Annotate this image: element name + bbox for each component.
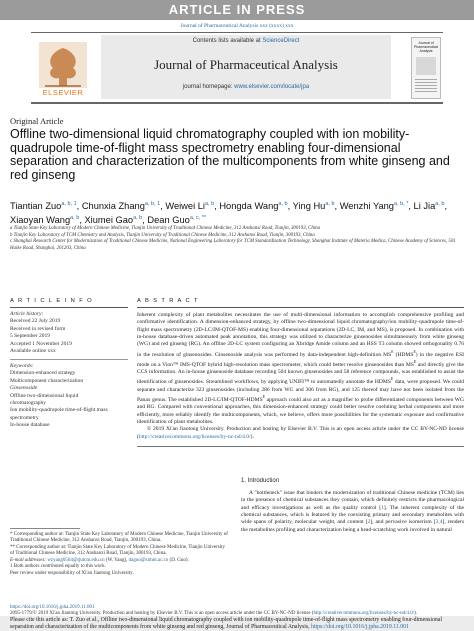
journal-cover-thumbnail[interactable] [411, 37, 441, 99]
journal-title: Journal of Pharmaceutical Analysis [154, 57, 338, 72]
issn-text: 2095-1779/© 2019 Xi'an Jiaotong University. Production and hosting by Elsevier B.V. This is an open access article under the CC BY-NC-ND license ( [10, 611, 314, 617]
journal-reference-link[interactable]: Journal of Pharmaceutical Analysis xxx (xxxx) xxx [180, 23, 294, 29]
abstract-text: and directly give the CCS information. An in-house ginsenoside database recording 504 known ginsenosides and 58 reference compounds, was established to assist the identification of ginsenosides. Streamlined workflows, by applying UNIFI™ to automatedly annotate the HDMS [137, 361, 465, 386]
introduction-section [241, 478, 464, 534]
homepage-prefix: journal homepage: [182, 84, 235, 90]
author-affiliation-marker: a, b, 1 [144, 201, 161, 207]
affiliation-b: b Tianjin Key Laboratory of TCM Chemistry and Analysis, Tianjin University of Traditional Chinese Medicine, 312 Anshanxi Road, Tianjin, 300193, China [10, 232, 315, 238]
author-name-text: Tiantian Zuo [10, 201, 62, 212]
abstract-copyright [137, 426, 464, 441]
author-affiliation-marker: a, b [70, 215, 80, 222]
doi-link[interactable]: https://doi.org/10.1016/j.jpha.2019.11.001 [10, 605, 95, 610]
abstract-text: approach could also act as a magnifier to probe differentiated components between WG and RG. Compared with conventional approaches, this dimension-enhanced strategy could better resolve coeluting herbal components and more efficiently, more reliably identify the multicomponents, which, we believe, offers more possibilities for the systematic exposure and confirmative identification of plant metabolites. [137, 396, 464, 425]
article-title: Offline two-dimensional liquid chromatography coupled with ion mobility-quadrupole time-of-flight mass spectrometry enabling four-dimensional separation and characterization of the multicomponents from white ginseng and red ginseng [10, 127, 450, 182]
cover-text-lines [415, 79, 437, 93]
superscript: E [391, 349, 394, 354]
abstract-text: data, were proposed. We could separate and characterize 323 ginsenosides (including 286 from WG and 306 from RG), and 125 thereof may have not been isolated from the Panax genus. The established 2D-LC/IM-QTOF-HDMS [137, 379, 464, 403]
author-name[interactable] [82, 201, 160, 211]
email-link[interactable]: wzyang0504@tjutcm.edu.cn [47, 557, 105, 563]
header-top-rule [31, 32, 443, 33]
history-label: Article history: [10, 311, 44, 317]
citation-link[interactable]: 1 [381, 504, 384, 511]
superscript: E [262, 394, 266, 399]
footnote-peer-review: Peer review under responsibility of Xi'an Jiaotong University. [10, 570, 134, 576]
introduction-body [241, 490, 464, 534]
email-owner: (W. Yang), [104, 557, 129, 563]
email-owner: (D. Guo). [168, 557, 189, 563]
keyword: Multicomponent characterization [10, 377, 84, 384]
online-date: Available online xxx [10, 348, 56, 355]
author-name-text: Li Jia [413, 201, 436, 212]
header-bottom-rule [31, 102, 443, 104]
author-name[interactable] [165, 201, 214, 211]
article-info-rule [10, 307, 128, 308]
author-name-text: Xiumei Gao [84, 215, 134, 226]
footnote-corresponding-1: * Corresponding author at: Tianjin State Key Laboratory of Modern Chinese Medicine, Tianjin University of Traditional Chinese Medicine, 312 Anshanxi Road, Tianjin, 300193, China. [10, 531, 228, 543]
keywords [10, 363, 128, 430]
article-info-heading: A R T I C L E I N F O [10, 298, 94, 304]
keyword: chromatography [10, 399, 47, 406]
revised-date: 5 September 2019 [10, 333, 51, 340]
author-name-text: Xiaoyan Wang [10, 215, 71, 226]
footnote-equal-contribution: 1 Both authors contributed equally to this work. [10, 564, 106, 569]
publisher-name: ELSEVIER [42, 88, 84, 97]
license-link[interactable]: http://creativecommons.org/licenses/by-nc-nd/4.0/ [313, 611, 415, 617]
footnotes [10, 528, 230, 577]
article-info-column [10, 298, 128, 430]
author-name-text: Weiwei Li [165, 201, 205, 212]
author-affiliation-marker: a, b [278, 201, 288, 207]
keywords-rule [10, 359, 128, 360]
email-label: E-mail addresses: [10, 557, 48, 563]
affiliation-c: c Shanghai Research Center for Modernization of Traditional Chinese Medicine, National Engineering Laboratory for TCM Standardization Technology, Shanghai Institute of Materia Medica, Chinese Academy of Sciences, 501 Haike Road, Shanghai, 201203, China [10, 239, 456, 251]
author-name-text: Wenzhi Yang [339, 201, 394, 212]
accepted-date: Accepted 1 November 2019 [10, 340, 72, 347]
author-list: Tiantian Zuo$^{a, b, 1}$, Chunxia Zhang$^{a, b, 1}$, Weiwei Li$^{a, b}$, Hongda Wang$^{a, b}$, Ying Hu$^{a, b}$, Wenzhi Yang$^{a, b, *}$, Li Jia$^{a, b}$, Xiaoyan Wang$^{a, b}$, Xiumei Gao$^{a, b}$, Dean Guo$^{a, c, **}$ [10, 201, 448, 226]
keyword: Ginsenoside [10, 385, 38, 392]
introduction-heading: 1. Introduction [241, 478, 280, 484]
author-name-text: Dean Guo [147, 215, 190, 226]
author-name[interactable] [219, 201, 287, 211]
abstract-body [137, 312, 464, 426]
email-link[interactable]: daguo@simm.ac.cn [128, 557, 169, 563]
keyword: Dimension-enhanced strategy [10, 370, 76, 377]
author-affiliation-marker: a, b [133, 215, 143, 222]
article-type: Original Article [10, 116, 64, 126]
cover-title: Journal of Pharmaceutical Analysis [413, 41, 439, 53]
author-name[interactable] [414, 201, 445, 211]
author-name-text: Chunxia Zhang [81, 201, 145, 212]
superscript: E [413, 349, 416, 354]
footnote-corresponding-2: ** Corresponding author at: Tianjin State Key Laboratory of Modern Chinese Medicine, Tianjin University of Traditional Chinese Medicine, 312 Anshanxi Road, Tianjin, 300193, China. [10, 544, 225, 556]
intro-text: ], renders the metabolites profiling and characterization being a head-scratching work involved in natural [241, 519, 464, 533]
intro-text: ]. The inherent complexity of the chemical substances, which is featured by the coexisting primary and secondary metabolites with wide spans of polarity, molecular weight, and content [ [241, 504, 465, 526]
contents-line [101, 38, 391, 44]
author-affiliation-marker: a, b [325, 201, 335, 207]
author-name[interactable] [10, 215, 79, 225]
abstract-column [137, 298, 464, 446]
abstract-text: (HDMS [393, 351, 414, 358]
author-name-text: Ying Hu [292, 201, 326, 212]
keyword: In-house database [10, 422, 50, 429]
contents-prefix: Contents lists available at [192, 38, 263, 44]
revised-label: Received in revised form [10, 325, 66, 332]
citation-link[interactable]: 3,4 [435, 519, 443, 526]
abstract-bottom-rule [137, 446, 464, 447]
citation-text: Please cite this article as: T. Zuo et al., Offline two-dimensional liquid chromatography coupled with ion mobility-quadrupole time-of-flight mass spectrometry enabling four-dimensional separation and characterization of the multicomponents from white ginseng and red ginseng, Journal of Pharmaceutical Analysis, [10, 617, 442, 630]
author-name-text: Hongda Wang [219, 201, 279, 212]
author-affiliation-marker: a, b [435, 201, 445, 207]
article-in-press-banner: ARTICLE IN PRESS [0, 0, 474, 20]
author-name[interactable] [10, 201, 77, 211]
homepage-line [101, 84, 391, 90]
intro-text: A "bottleneck" issue that hinders the modernization of traditional Chinese medicine (TCM) lies in the presence of chemical substances they contain, which definitely restricts the pharmacological and efficacy investigations as well as the quality control [ [241, 490, 464, 511]
author-name[interactable] [340, 201, 409, 211]
received-date: Received 22 July 2019 [10, 318, 61, 325]
keyword: Ion mobility-quadrupole time-of-flight mass [10, 407, 108, 414]
abstract-text: ) in the negative ESI mode on a Vion™ IMS-QTOF hybrid high-resolution mass spectrometer, which could better resolve ginsenosides than MS [137, 351, 464, 368]
keyword: Offline two-dimensional liquid [10, 392, 79, 399]
author-name[interactable] [147, 215, 206, 225]
copyright-end: ). [250, 433, 254, 440]
intro-text: ], and pervasive isomerism [ [370, 519, 436, 526]
homepage-link[interactable]: www.elsevier.com/locate/jpa [234, 84, 310, 90]
superscript: E [413, 359, 417, 364]
article-history [10, 311, 128, 355]
abstract-heading: A B S T R A C T [137, 298, 199, 304]
copyright-text: © 2019 Xi'an Jiaotong University. Production and hosting by Elsevier B.V. This is an open access article under the CC BY-NC-ND license ( [137, 426, 464, 440]
author-affiliation-marker: a, b [204, 201, 215, 207]
sciencedirect-link[interactable]: ScienceDirect [262, 38, 300, 44]
author-name[interactable] [84, 215, 142, 225]
citation-box [0, 616, 474, 631]
journal-header [31, 32, 443, 103]
cover-image [416, 57, 436, 75]
author-affiliation-marker: a, c, ** [189, 215, 207, 222]
keywords-label: Keywords: [10, 362, 34, 369]
citation-doi-link[interactable]: https://doi.org/10.1016/j.jpha.2019.11.001 [311, 624, 409, 630]
author-affiliation-marker: a, b, 1 [61, 201, 77, 207]
keyword: spectrometry [10, 414, 39, 421]
footnote-rule [10, 528, 80, 529]
author-name[interactable] [293, 201, 335, 211]
abstract-rule [137, 307, 464, 308]
superscript: E [390, 377, 394, 382]
author-affiliation-marker: a, b, * [393, 201, 409, 207]
citation-link[interactable]: 2 [367, 519, 371, 526]
license-link[interactable]: http://creativecommons.org/licenses/by-nc-nd/4.0/ [138, 433, 251, 440]
header-center-panel [101, 35, 391, 99]
affiliation-a: a Tianjin State Key Laboratory of Modern Chinese Medicine, Tianjin University of Traditional Chinese Medicine, 312 Anshanxi Road, Tianjin, 300193, China [10, 226, 321, 231]
issn-end: ). [414, 611, 418, 617]
affiliations [10, 226, 462, 252]
abstract-text: Inherent complexity of plant metabolites necessitates the use of multi-dimensional information to accomplish comprehensive profiling and confirmative identification. A dimension-enhanced strategy, by offline two-dimensional liquid chromatography/ion mobility-quadrupole time-of-flight mass spectrometry (2D-LC/IM-QTOF-MS) enabling four-dimensional separations (2D-LC, IM, and MS), is proposed. In combination with in-house database-driven automated peak annotation, this strategy was utilized to characterize ginsenosides simultaneously from white ginseng (WG) and red ginseng (RG). An offline 2D-LC system configuring an Xbridge Amide column and an HSS T3 column showed orthogonality 0.76 in the resolution of ginsenosides. Ginsenoside analysis was performed by data-independent high-definition MS [137, 312, 464, 358]
